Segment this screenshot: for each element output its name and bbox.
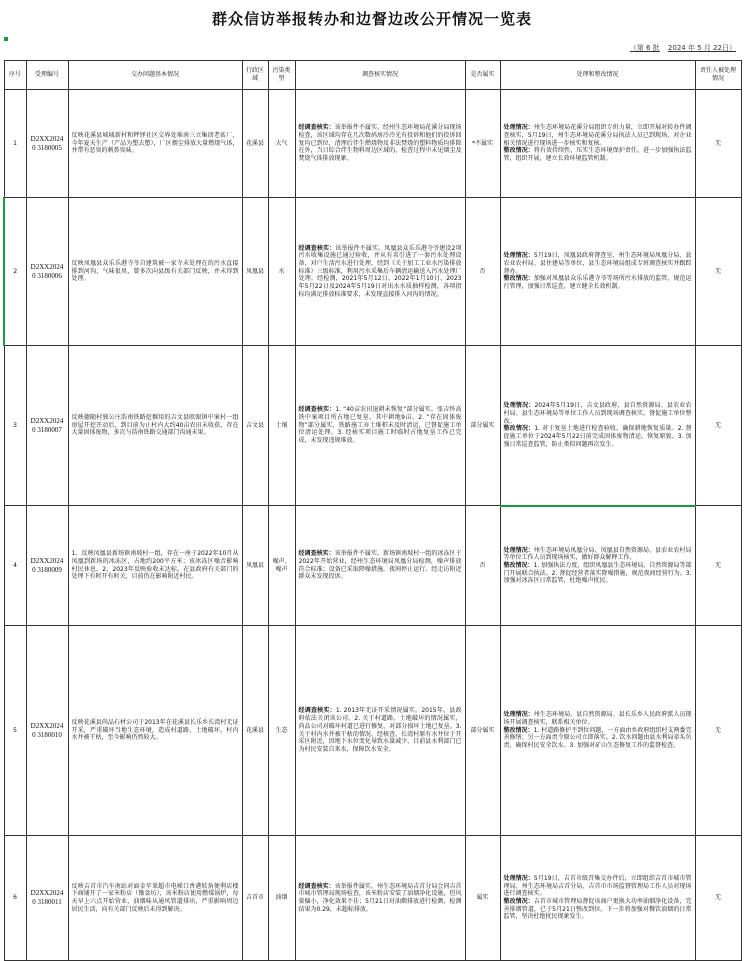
cell-handling <box>500 506 695 626</box>
cell-investigation <box>295 836 465 961</box>
cell-handling <box>500 90 695 198</box>
header-person: 责任人被处理情况 <box>695 61 741 90</box>
corner-mark <box>4 37 8 41</box>
cell-investigation <box>295 346 465 506</box>
batch-label: （第 6 批 <box>629 44 660 52</box>
cell-person: 无 <box>695 198 741 346</box>
table-header-row <box>4 61 741 90</box>
header-code: 受理编号 <box>26 61 68 90</box>
cell-district: 凤凰县 <box>242 198 268 346</box>
cell-district: 花溪县 <box>242 626 268 836</box>
cell-person: 无 <box>695 346 741 506</box>
handling-label: 处理情况： <box>503 711 534 719</box>
header-investigation: 调查核实情况 <box>295 61 465 90</box>
cell-no: 3 <box>4 346 26 506</box>
cell-problem: 反映花溪县尚品石材公司于2013年在花溪县长乐乡长湾村无证开采，严重破坏当地生态环境，造成村道路、土地破坏，村内水井被干枯，至今影响仍然较大。 <box>68 626 242 836</box>
cell-code: D2XX20240 3180009 <box>26 506 68 626</box>
cell-handling <box>500 836 695 961</box>
cell-type: 生态 <box>268 626 295 836</box>
rectify-label: 整改情况： <box>503 561 534 569</box>
cell-problem: 反映吉首市汽车南站对面金苹果超市电梯口香港转角便利店楼下商铺开了一家米粉店（豫食坊），该米粉店使用燃煤锅炉，每天早上六点开始营业，油烟味从通风管道排出，严重影响周边居民生活，向有关部门反映后未得到解决。 <box>68 836 242 961</box>
rectify-text: 1. 对于复垦土地进行检查验收，确保耕地恢复质量。2. 督促施工单位于2024年5月22日前完成固体废物清运，恢复原貌。3. 加强日常巡查监管，防止类似问题再次发生。 <box>503 425 692 448</box>
header-district: 行政区域 <box>242 61 268 90</box>
cell-investigation <box>295 90 465 198</box>
header-problem: 交办问题基本情况 <box>68 61 242 90</box>
investigation-label: 经调查核实： <box>298 244 336 252</box>
handling-text: 2024年5月19日，吉文县政府、县自然资源局、县农业农村局、县生态环境局等单位工作人员到现场调查核实，督促施工单位整改。 <box>503 402 692 425</box>
investigation-label: 经调查核实： <box>298 406 336 414</box>
cell-code: D2XX20240 3180010 <box>26 626 68 836</box>
rectify-text: 吉首市城市管理局督促该商户更换大功率油烟净化设备，完善排烟管道，已于5月21日整改到位。下一步将加强对餐饮油烟的日常监管，坚决杜绝扰民现象发生。 <box>503 898 692 921</box>
page-title: 群众信访举报转办和边督边改公开情况一览表 <box>211 10 532 28</box>
cell-investigation <box>295 506 465 626</box>
cell-truth: 属实 <box>465 836 500 961</box>
rectify-label: 整改情况： <box>503 275 534 283</box>
cell-code: D2XX20240 3180005 <box>26 90 68 198</box>
cell-district: 花溪县 <box>242 90 268 198</box>
cell-code: D2XX20240 3180006 <box>26 198 68 346</box>
rectify-label: 整改情况： <box>503 898 534 905</box>
investigation-text: 该举报件属实。州生态环境局吉首分局会同吉首市城市管理局现场检查，该米粉店安装了油烟净化设施，但风量偏小，净化效果不佳；5月21日对油烟排放进行检测，检测结果为0.29，未超标排放。 <box>298 882 462 913</box>
investigation-label: 经调查核实： <box>298 124 335 132</box>
rectify-text: 1. 村道路修护不到位问题，一方面由乡政府组织村支两委完善修缮；另一方面责令原公司立即落实。2. 饮水问题由县水利局牵头负责，确保村民安全饮水。3. 加强对矿山生态修复工作的监督检查。 <box>503 726 692 749</box>
investigation-label: 经调查核实： <box>298 707 336 715</box>
header-type: 污染类型 <box>268 61 295 90</box>
cell-no: 4 <box>4 506 26 626</box>
cell-truth: 否 <box>465 198 500 346</box>
date-label: 2024 年 5 月 22日） <box>667 44 736 52</box>
cell-person: 无 <box>695 90 741 198</box>
table-row <box>4 626 741 836</box>
investigation-text: 该举报件不属实。凤凰县众乐乐港寺爷建设2项污水收集设施已通过验收，并从有名引进了一套污水处理设备，对户生活污水进行处理，经到《关于加工工业水污染排放标准》三级标准，利用污水采集后车辆清运输送入污水处理厂处理。经检测，2021年5月12日、2022年1月10日、2023年5月22日及2024年5月19日对出水水质抽样检测，各项指标均满足排放标准要求，未发现直接排入河沟的情况。 <box>298 244 462 298</box>
header-no: 序号 <box>4 61 26 90</box>
handling-text: 州生态环境局凤凰分局、凤凰县自然资源局、县农业农村局等单位工作人员到现场核实，做好群众解释工作。 <box>503 546 692 562</box>
rectify-label: 整改情况： <box>503 425 535 433</box>
investigation-label: 经调查核实： <box>298 550 335 558</box>
cell-problem: 反映凤凰县众乐乐港寺爷自建筑被一家寺未处理在的污水直接排到河沟，气味很臭，曾多次向县级有关部门反映，并未得到处理。 <box>68 198 242 346</box>
cell-district: 吉首市 <box>242 836 268 961</box>
investigation-text: 1. “40亩农田退耕未恢复”部分属实。张吉怀高铁中案项目所占地已复垦，其中耕地9亩。2. “存在固体废物”部分属实，铁路施工弃土堆积未及时清运，已督促施工单位清运处理。3. 经核实项目施工时临时占地复垦工作已完成，未发现违规堆放。 <box>298 406 462 444</box>
investigation-text: 该举报件不属实。新场镇南坡村一组的冰冻区于2022年开始营业，经州生态环境局凤凰分局检测，噪声排放符合标准；设备已采取降噪措施，夜间停止运行。经走访附近群众未发现投诉。 <box>298 550 462 581</box>
cell-no: 6 <box>4 836 26 961</box>
cell-type: 大气 <box>268 90 295 198</box>
batch-date-line <box>624 43 736 53</box>
cell-handling <box>500 346 695 506</box>
handling-label: 处理情况： <box>503 124 534 132</box>
cell-problem: 反映德随村独公庄浩南铁路挖掘用的吉文县欧眼镇中案村一组房屋开挖开动后，到目前为止村内大约40亩农田未收获，存在大量固体废物，多次与浩南铁路交通部门沟通未果。 <box>68 346 242 506</box>
cell-problem: 1、反映凤凰县新场镇南坡村一组，存在一座于2022年10月从凤凰到新场的冰冻区，占地约200平方米；该冰冻区噪音影响村民休息。2、2023年反映验收未达标，在县政府有关部门的处理下有时开有时关，目前仍在影响附近村民。 <box>68 506 242 626</box>
cell-code: D2XX20240 3180011 <box>26 836 68 961</box>
rectify-text: 将有效持续性，压实生态环境保护责任，进一步加强执法监管，组织开展，建立长效环境监管机制。 <box>503 147 692 162</box>
cell-truth: 否 <box>465 506 500 626</box>
cell-investigation <box>295 198 465 346</box>
cell-type: 水 <box>268 198 295 346</box>
cell-handling <box>500 626 695 836</box>
investigation-text: 1. 2013年无证开采情况属实。2015年，县政府依法关闭该公司。2. 关于村道路、土地破坏的情况属实，尚品公司对破坏村道已进行修复，对部分损坏土地已复垦。3. 关于村内水井被干枯的情况，经核查，长湾村原有水井位于开采区附近，因地下水位变化导致水量减少，目前县水利部门已为村民安装自来水，保障饮水安全。 <box>298 707 462 753</box>
table-row <box>4 198 741 346</box>
cell-no: 5 <box>4 626 26 836</box>
cell-person: 无 <box>695 836 741 961</box>
investigation-text: 该举报件不属实。经州生态环境局花溪分局现场检查，该区域均存在几次数码房冷冷光有投诉和他们的投诉回复均已到位，清理后伴生燃烧物及非法焚烧的塑料物质均排除在外，当日综合伴生物料周边区域的，检查过程中未见烟尘及焚烧气体排放现象。 <box>298 124 462 162</box>
handling-label: 处理情况： <box>503 402 535 410</box>
cell-truth: 部分属实 <box>465 626 500 836</box>
investigation-label: 经调查核实： <box>298 882 335 890</box>
handling-label: 处理情况： <box>503 252 534 260</box>
handling-text: 州生态环境局花溪分局组织专班力量，立即开展对转办件调查核实，5月19日，州生态环境局花溪分局执法人员已到现场，对企业相关情况进行现场进一步核实和复核。 <box>503 124 692 147</box>
table-body <box>4 90 741 961</box>
cell-person: 无 <box>695 626 741 836</box>
cell-no: 1 <box>4 90 26 198</box>
cell-no: 2 <box>4 198 26 346</box>
rectify-text: 加强对凤凰县众乐乐港寺爷等场所污水排放的监管，规范运行管理，加强日常巡查，建立健全长效机制。 <box>503 275 692 290</box>
cell-handling <box>500 198 695 346</box>
header-truth: 是否属实 <box>465 61 500 90</box>
rectify-text: 1. 加强执法力度，组织凤凰县生态环境局、自然资源局等部门开展联合执法。2. 督促经营者落实降噪措施，规范夜间经营行为。3. 加强对冰冻区日常监管，杜绝噪声扰民。 <box>503 561 692 585</box>
cell-district: 凤凰县 <box>242 506 268 626</box>
handling-text: 州生态环境局、县自然资源局、县长乐乡人民政府派人员现场开展调查核实，联系相关单位。 <box>503 711 692 726</box>
cell-problem: 反映花溪县城城新村和秤铎社区交界处堆南三立集团老砖厂，今年夏天生产（产品为塑去塑），厂区烟尘排放大量燃烧气体，并带有恶臭的刺鼻臭味。 <box>68 90 242 198</box>
cell-truth: 部分属实 <box>465 346 500 506</box>
table-row <box>4 506 741 626</box>
cell-type: 油烟 <box>268 836 295 961</box>
table-row <box>4 90 741 198</box>
rectify-label: 整改情况： <box>503 726 534 734</box>
handling-label: 处理情况： <box>503 874 534 882</box>
cell-person: 无 <box>695 506 741 626</box>
handling-text: 5月19日，吉首市级召集交办件后，立即组织吉首市城市管理局、州生态环境局吉首分局、吉首市市场监督管理局工作人员对现场进行调查核实。 <box>503 874 692 898</box>
cell-district: 吉文县 <box>242 346 268 506</box>
cell-code: D2XX20240 3180007 <box>26 346 68 506</box>
cell-investigation <box>295 626 465 836</box>
cell-type: 噪声、噪声 <box>268 506 295 626</box>
table-row <box>4 836 741 961</box>
cell-type: 土壤 <box>268 346 295 506</box>
report-table <box>3 60 742 961</box>
rectify-label: 整改情况： <box>503 147 534 155</box>
cell-truth: *不属实 <box>465 90 500 198</box>
handling-text: 5月19日，凤凰县政府督查室、州生态环境局凤凰分局、县农业农村局、县住建局等单位，县生态环境局组成专班调查核实并跟踪督办。 <box>503 252 692 275</box>
header-handling: 处理和整改情况 <box>500 61 695 90</box>
handling-label: 处理情况： <box>503 546 534 554</box>
table-row <box>4 346 741 506</box>
